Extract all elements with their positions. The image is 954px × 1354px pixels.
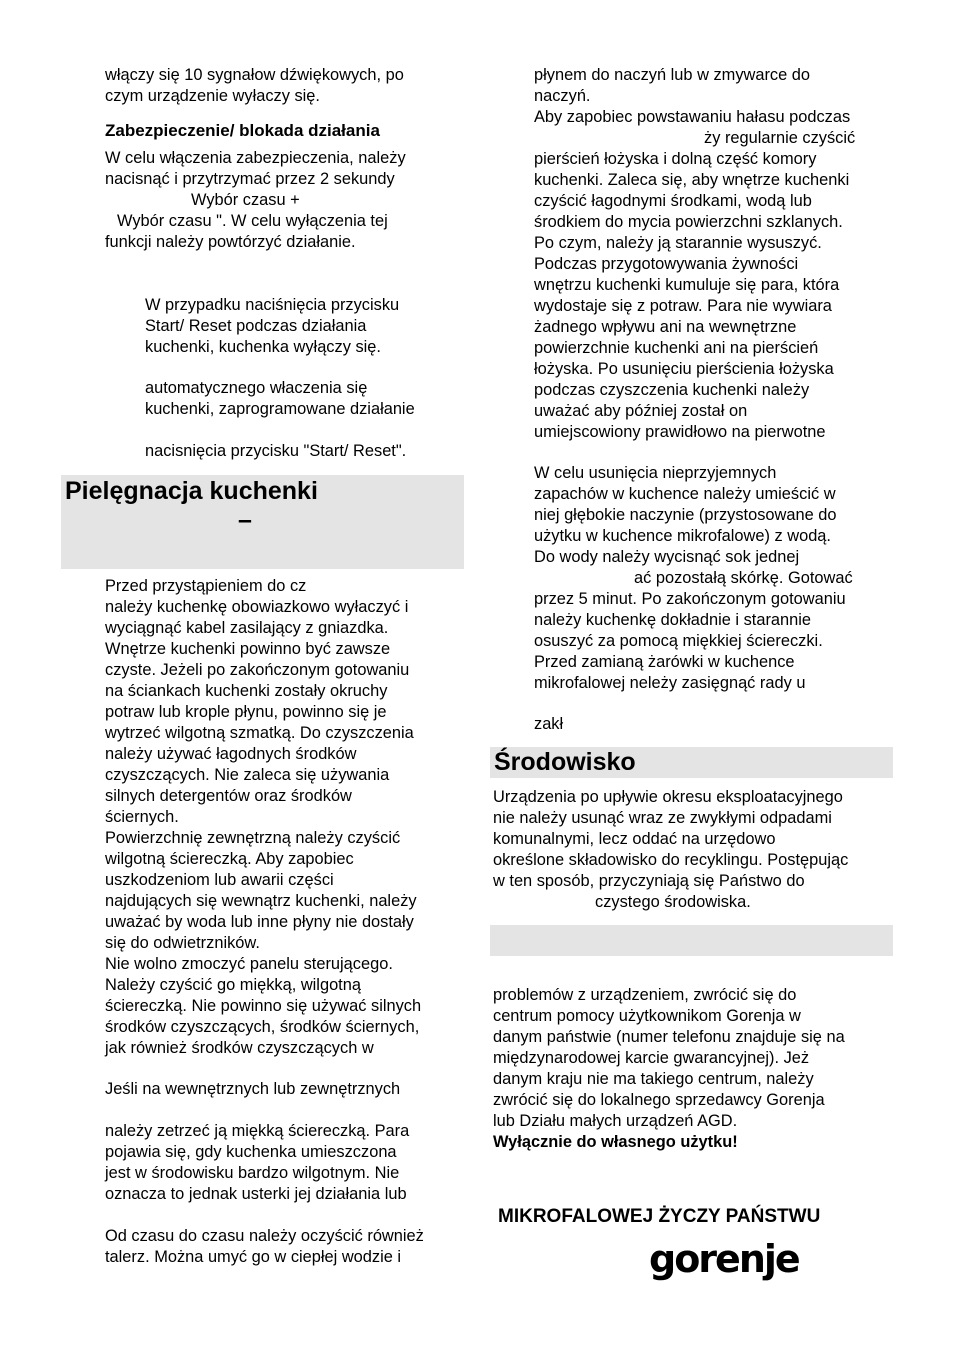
care-cont-line: podczas czyszczenia kuchenki należy [534,381,810,399]
care-line: uszkodzeniom lub awarii części [105,871,334,889]
care-cont-line: czyścić łagodnymi środkami, wodą lub [534,192,812,210]
care-line: się do odwietrzników. [105,934,260,952]
service-line: centrum pomocy użytkownikom Gorenja w [493,1007,801,1025]
lock-line-5: funkcji należy powtórzyć działanie. [105,233,356,251]
care-cont-line: Po czym, należy ją starannie wysuszyć. [534,234,822,252]
odor-line: użytku w kuchence mikrofalowe) z wodą. [534,527,831,545]
care-line: talerz. Można umyć go w ciepłej wodzie i [105,1248,402,1266]
env-line: określone składowisko do recyklingu. Postępując [493,851,849,869]
service-line: danym państwie (numer telefonu znajduje się na [493,1028,845,1046]
lock-line-1: W celu włączenia zabezpieczenia, należy [105,149,406,167]
care-cont-line: wnętrzu kuchenki kumuluje się para, która [534,276,840,294]
env-line: w ten sposób, przyczyniają się Państwo do [493,872,805,890]
intro-line-1: włączy się 10 sygnałow dźwiękowych, po [105,66,404,84]
note-line-5: kuchenki, zaprogramowane działanie [145,400,415,418]
odor-line: Do wody należy wycisnąć sok jednej [534,548,800,566]
lock-heading: Zabezpieczenie/ blokada działania [105,121,380,140]
service-line: międzynarodowej karcie gwarancyjnej). Jeż [493,1049,810,1067]
odor-line: niej głębokie naczynie (przystosowane do [534,506,837,524]
care-cont-line: powierzchnie kuchenki ani na pierścień [534,339,819,357]
note-line-2: Start/ Reset podczas działania [145,317,367,335]
care-cont-line: Aby zapobiec powstawaniu hałasu podczas [534,108,851,126]
odor-line: Przed zamianą żarówki w kuchence [534,653,795,671]
care-line: należy zetrzeć ją miękką ściereczką. Para [105,1122,410,1140]
care-line: Od czasu do czasu należy oczyścić również [105,1227,424,1245]
care-line: Jeśli na wewnętrznych lub zewnętrznych [105,1080,401,1098]
care-cont-line: żadnego wpływu ani na wewnętrzne [534,318,797,336]
care-line: jest w środowisku bardzo wilgotnym. Nie [105,1164,400,1182]
care-line: wyciągnąć kabel zasilający z gniazdka. [105,619,389,637]
care-line: potraw lub krople płynu, powinno się je [105,703,387,721]
odor-line: zapachów w kuchence należy umieścić w [534,485,836,503]
care-cont-line: kuchenki. Zaleca się, aby wnętrze kuchenki [534,171,850,189]
service-heading-band [490,925,893,956]
care-line: pojawia się, gdy kuchenka umieszczona [105,1143,397,1161]
care-cont-line: Podczas przygotowywania żywności [534,255,799,273]
care-cont-line: uważać aby później został on [534,402,748,420]
odor-line: przez 5 minut. Po zakończonym gotowaniu [534,590,846,608]
care-line: czyszczących. Nie zaleca się używania [105,766,390,784]
care-line: silnych detergentów oraz środków [105,787,352,805]
odor-line: zakł [534,715,564,733]
env-line: Urządzenia po upływie okresu eksploatacyjnego [493,788,843,806]
lock-line-4: Wybór czasu ". W celu wyłączenia tej [117,212,388,230]
care-line: należy używać łagodnych środków [105,745,357,763]
care-line: ściereczką. Nie powinno się używać silnych [105,997,422,1015]
care-cont-line: wydostaje się z potraw. Para nie wywiara [534,297,832,315]
note-line-6: nacisnięcia przycisku "Start/ Reset". [145,442,407,460]
gorenje-logo: gorenje [649,1237,799,1281]
note-line-3: kuchenki, kuchenka wyłączy się. [145,338,381,356]
note-line-4: automatycznego właczenia się [145,379,368,397]
care-line: jak również środków czyszczących w [105,1039,374,1057]
env-line: nie należy usunąć wraz ze zwykłymi odpadami [493,809,832,827]
lock-line-3: Wybór czasu + [191,191,300,209]
care-cont-line: płynem do naczyń lub w zmywarce do [534,66,811,84]
care-line: wytrzeć wilgotną szmatką. Do czyszczenia [105,724,414,742]
care-line: uważać by woda lub inne płyny nie dostały [105,913,414,931]
care-cont-line: umiejscowiony prawidłowo na pierwotne [534,423,826,441]
intro-line-2: czym urządzenie wyłaczy się. [105,87,320,105]
env-line: komunalnymi, lecz oddać na urzędowo [493,830,776,848]
care-line: należy kuchenkę obowiazkowo wyłaczyć i [105,598,409,616]
care-line: czyste. Jeżeli po zakończonym gotowaniu [105,661,410,679]
care-line: Przed przystąpieniem do cz [105,577,307,595]
care-line: na ściankach kuchenki zostały okruchy [105,682,388,700]
service-line: problemów z urządzeniem, zwrócić się do [493,986,797,1004]
env-line: czystego środowiska. [595,893,751,911]
care-line: środków czyszczących, środków ściernych, [105,1018,420,1036]
care-line: ściernych. [105,808,179,826]
care-heading-dash: – [238,506,252,534]
odor-line: mikrofalowej neleży zasięgnąć rady u [534,674,806,692]
care-line: oznacza to jednak usterki jej działania lub [105,1185,407,1203]
odor-line: ać pozostałą skórkę. Gotować [634,569,853,587]
care-cont-line: łożyska. Po usunięciu pierścienia łożyska [534,360,834,378]
lock-line-2: nacisnąć i przytrzymać przez 2 sekundy [105,170,395,188]
care-line: Nie wolno zmoczyć panelu sterującego. [105,955,393,973]
care-cont-line: środkiem do mycia powierzchni szklanych. [534,213,843,231]
care-cont-line: ży regularnie czyścić [704,129,856,147]
care-line: najdujących się wewnątrz kuchenki, należy [105,892,417,910]
odor-line: W celu usunięcia nieprzyjemnych [534,464,777,482]
service-line: danym kraju nie ma takiego centrum, należy [493,1070,814,1088]
care-cont-line: naczyń. [534,87,591,105]
odor-line: należy kuchenkę dokładnie i starannie [534,611,812,629]
care-line: wilgotną ściereczką. Aby zapobiec [105,850,354,868]
note-line-1: W przypadku naciśnięcia przycisku [145,296,400,314]
care-heading: Pielęgnacja kuchenki [65,477,318,505]
closing-line: MIKROFALOWEJ ŻYCZY PAŃSTWU [498,1206,821,1227]
env-heading: Środowisko [494,748,636,776]
odor-line: osuszyć za pomocą miękkiej ściereczki. [534,632,823,650]
care-line: Wnętrze kuchenki powinno być zawsze [105,640,391,658]
care-cont-line: pierścień łożyska i dolną część komory [534,150,817,168]
service-line: lub Działu małych urządzeń AGD. [493,1112,738,1130]
own-use-note: Wyłącznie do własnego użytku! [493,1133,738,1151]
service-line: zwrócić się do lokalnego sprzedawcy Gorenja [493,1091,825,1109]
care-line: Należy czyścić go miękką, wilgotną [105,976,361,994]
care-line: Powierzchnię zewnętrzną należy czyścić [105,829,401,847]
